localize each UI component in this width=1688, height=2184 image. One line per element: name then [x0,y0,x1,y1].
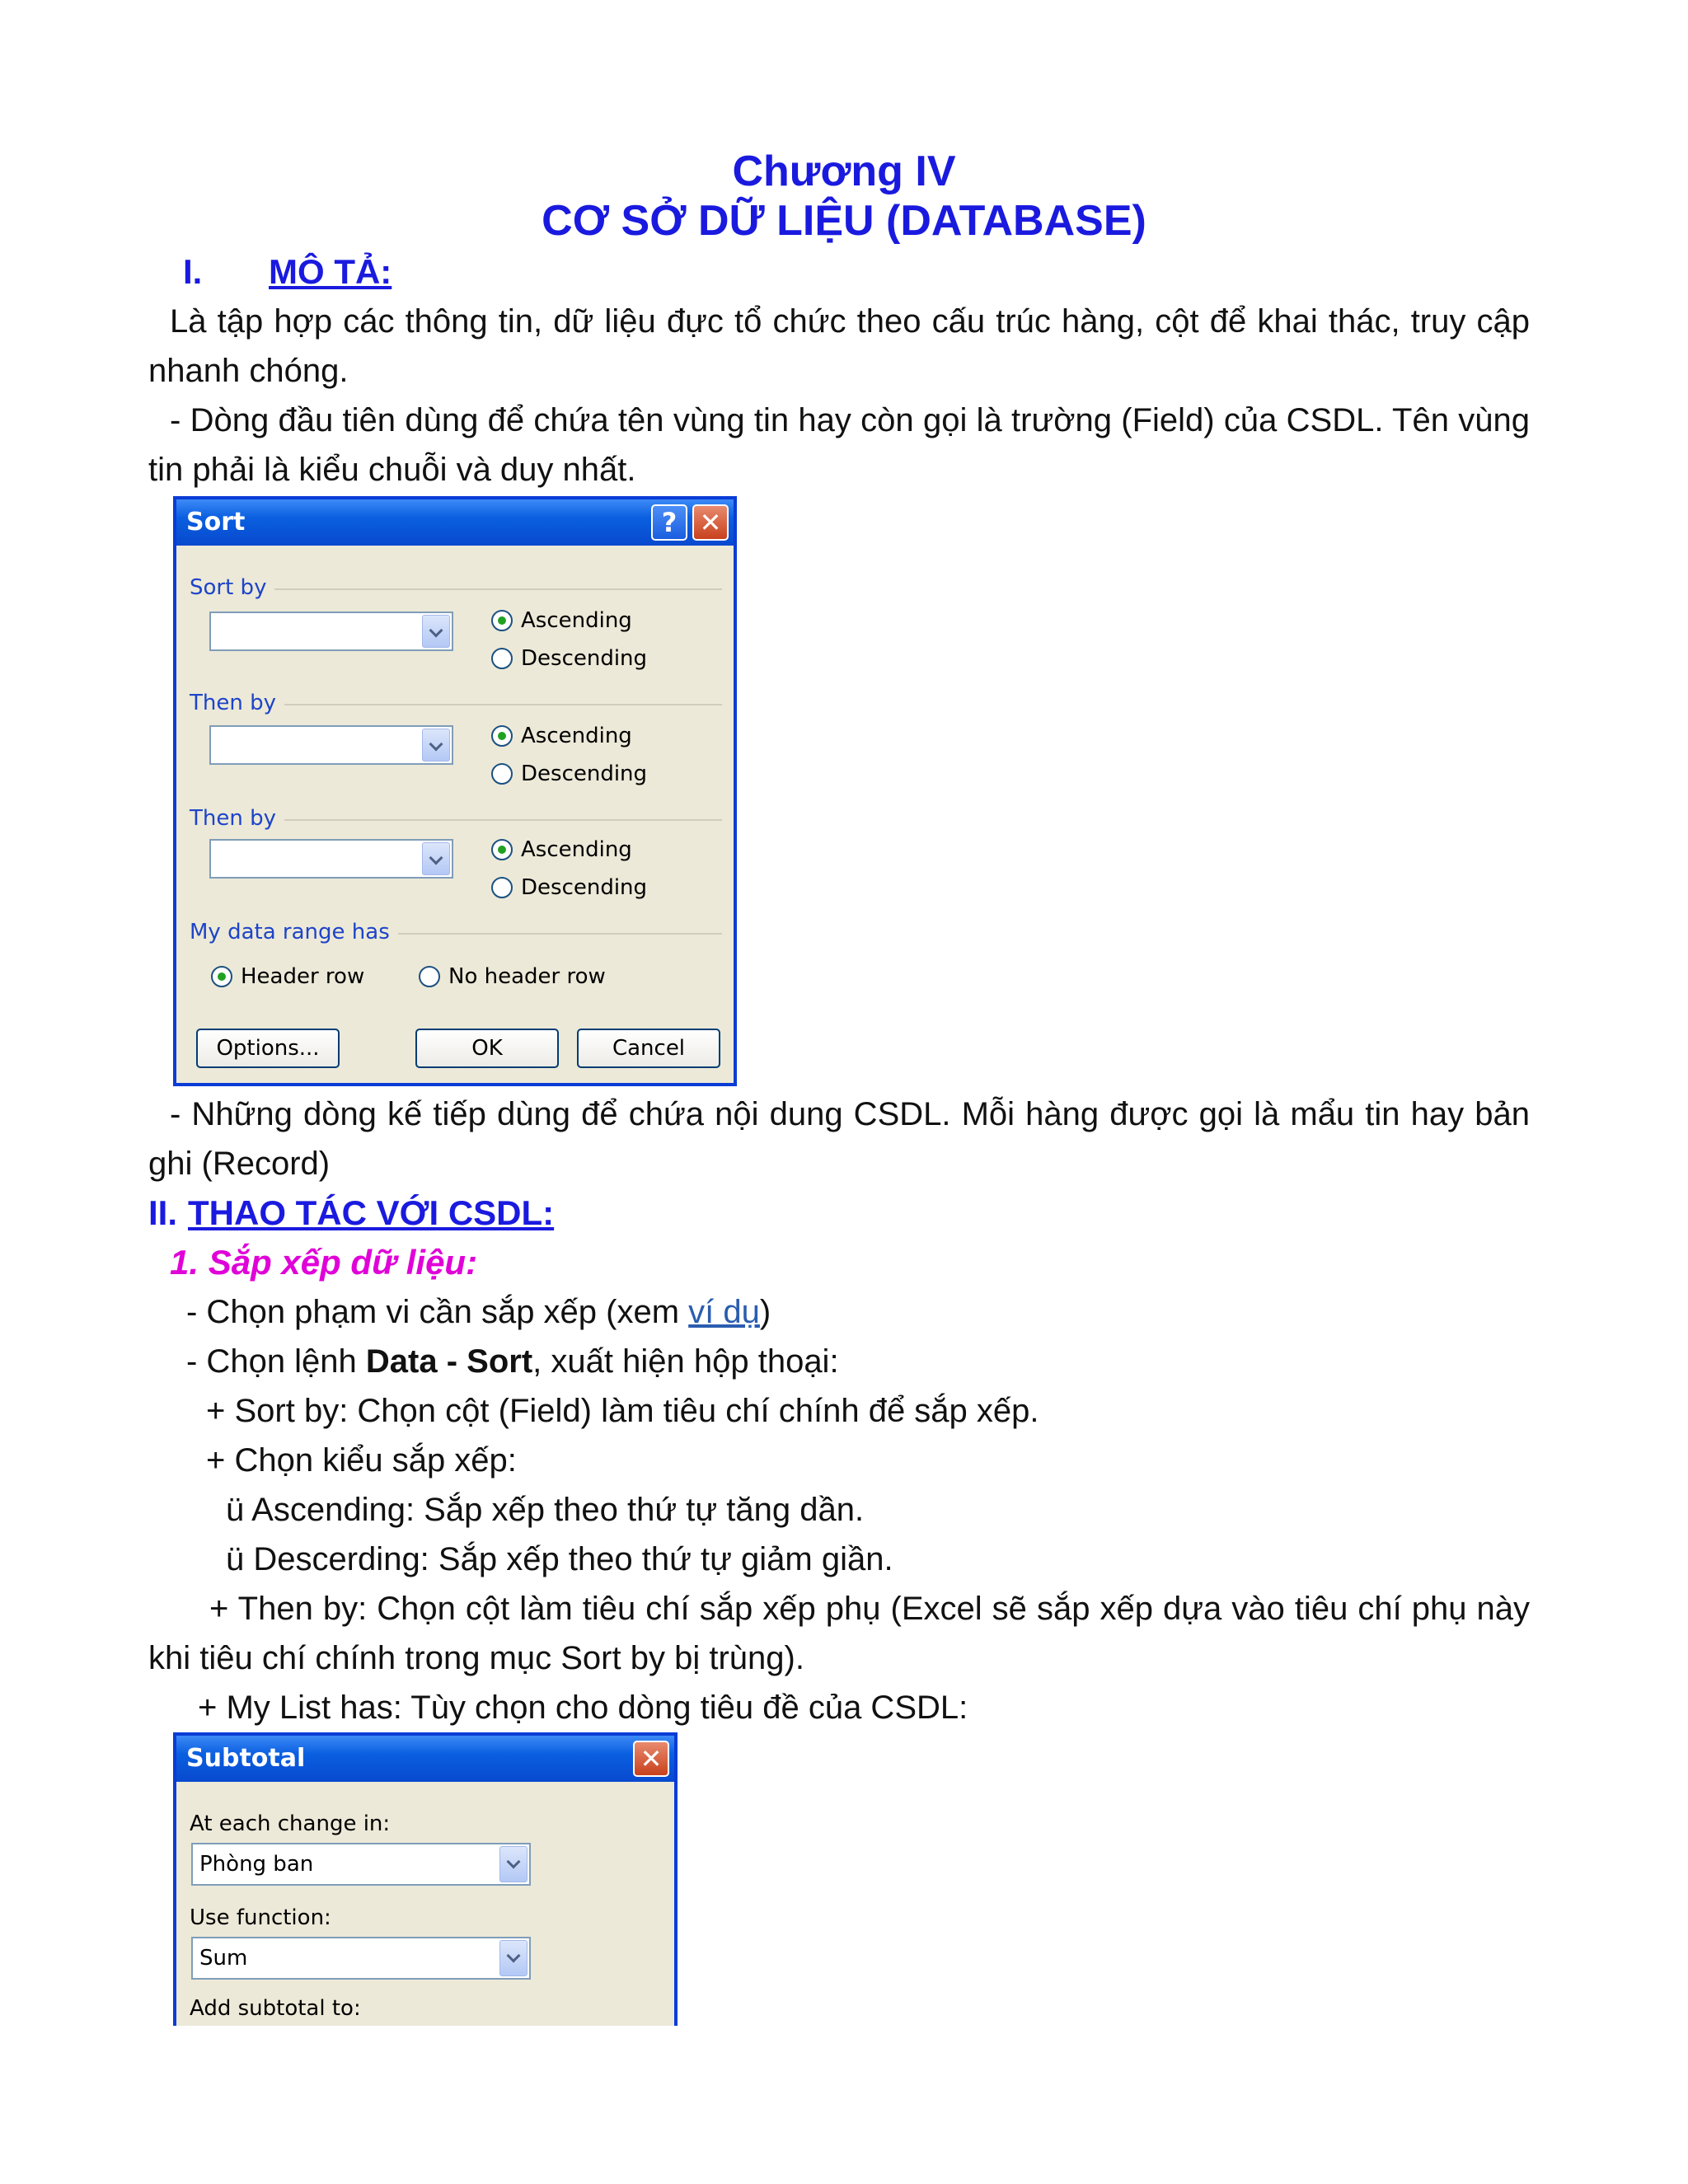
then-by-2-label: Then by [190,806,284,831]
then-by-1-combo[interactable] [209,725,453,765]
use-function-label: Use function: [190,1905,331,1930]
data-range-label: My data range has [190,920,398,944]
chapter-subtitle: CƠ SỞ DỮ LIỆU (DATABASE) [542,197,1146,245]
step-ascending: ü Ascending: Sắp xếp theo thứ tự tăng dần. [226,1492,865,1528]
then-by-2-ascending-radio[interactable] [491,836,632,864]
section1-paragraph-2: - Dòng đầu tiên dùng để chứa tên vùng tin hay còn gọi là trường (Field) của CSDL. Tên vùng tin phải là kiểu chuỗi và duy nhất. [148,402,1530,488]
at-each-change-combo[interactable] [191,1843,531,1886]
chapter-title: Chương IV [732,148,956,195]
step-sort-by: + Sort by: Chọn cột (Field) làm tiêu chí chính để sắp xếp. [206,1393,1039,1429]
chevron-down-icon[interactable] [499,1940,528,1976]
options-button[interactable]: Options... [196,1029,340,1068]
radio-label: Ascending [521,724,632,748]
help-icon[interactable]: ? [651,504,687,541]
radio-label: Header row [241,964,365,989]
step-descending: ü Descerding: Sắp xếp theo thứ tự giảm giần. [226,1541,893,1577]
subtotal-dialog [173,1732,678,2026]
radio-unchecked-icon [491,877,513,898]
no-header-row-radio[interactable] [419,963,606,991]
step-text: , xuất hiện hộp thoại: [532,1343,839,1380]
close-icon[interactable]: ✕ [692,504,729,541]
cancel-button[interactable]: Cancel [577,1029,720,1068]
section1-paragraph-1: Là tập hợp các thông tin, dữ liệu đực tổ chức theo cấu trúc hàng, cột để khai thác, truy cập nhanh chóng. [148,303,1530,389]
radio-label: Descending [521,875,648,900]
combo-value: Sum [199,1946,248,1971]
step-my-list-has: + My List has: Tùy chọn cho dòng tiêu đề của CSDL: [198,1690,968,1726]
combo-value: Phòng ban [199,1852,314,1877]
radio-label: No header row [448,964,606,989]
sort-by-divider [265,588,722,590]
sort-by-descending-radio[interactable] [491,644,647,673]
section1-number: I. [183,252,203,291]
close-icon[interactable]: ✕ [633,1741,669,1777]
subtotal-dialog-title: Subtotal [186,1744,306,1773]
sort-dialog-titlebar [176,499,734,546]
section2-number: II. [148,1193,178,1232]
chevron-down-icon[interactable] [422,615,450,648]
sort-dialog-title: Sort [186,508,246,537]
section1-heading: MÔ TẢ: [269,252,392,291]
radio-unchecked-icon [491,648,513,669]
data-range-divider [382,933,722,935]
subsection-1-heading: 1. Sắp xếp dữ liệu: [170,1243,478,1282]
header-row-radio[interactable] [211,963,364,991]
step-text: - Chọn lệnh [186,1343,366,1380]
radio-checked-icon [491,839,513,860]
chevron-down-icon[interactable] [422,729,450,762]
command-name: Data - Sort [365,1343,533,1380]
section2-heading: THAO TÁC VỚI CSDL: [188,1193,555,1232]
radio-unchecked-icon [491,763,513,785]
example-link[interactable]: ví dụ [688,1294,760,1330]
radio-checked-icon [491,610,513,631]
radio-checked-icon [211,966,232,987]
chevron-down-icon[interactable] [422,842,450,875]
step-sort-type: + Chọn kiểu sắp xếp: [206,1442,517,1479]
radio-unchecked-icon [419,966,440,987]
radio-label: Ascending [521,608,632,633]
radio-label: Descending [521,762,648,786]
then-by-2-divider [267,819,722,821]
then-by-1-descending-radio[interactable] [491,760,647,788]
add-subtotal-label: Add subtotal to: [190,1996,361,2021]
step-data-sort [186,1337,1530,1386]
then-by-2-descending-radio[interactable] [491,874,647,902]
step-select-range [186,1287,1530,1337]
radio-label: Descending [521,646,648,671]
step-then-by: + Then by: Chọn cột làm tiêu chí sắp xếp phụ (Excel sẽ sắp xếp dựa vào tiêu chí phụ này khi tiêu chí chính trong mục Sort by bị trùng). [148,1591,1530,1676]
radio-label: Ascending [521,837,632,862]
radio-checked-icon [491,725,513,747]
then-by-1-divider [267,704,722,705]
section1-paragraph-3: - Những dòng kế tiếp dùng để chứa nội dung CSDL. Mỗi hàng được gọi là mẩu tin hay bản ghi (Record) [148,1096,1530,1182]
step-text: - Chọn phạm vi cần sắp xếp (xem [186,1294,689,1330]
at-each-change-label: At each change in: [190,1811,391,1836]
subtotal-dialog-titlebar [176,1736,674,1782]
step-text: ) [759,1294,771,1330]
use-function-combo[interactable] [191,1937,531,1980]
ok-button[interactable]: OK [415,1029,559,1068]
then-by-1-label: Then by [190,691,284,715]
chevron-down-icon[interactable] [499,1846,528,1882]
then-by-2-combo[interactable] [209,839,453,879]
sort-dialog [173,496,737,1086]
sort-by-label: Sort by [190,575,274,600]
sort-by-combo[interactable] [209,612,453,651]
then-by-1-ascending-radio[interactable] [491,722,632,750]
sort-by-ascending-radio[interactable] [491,607,632,635]
